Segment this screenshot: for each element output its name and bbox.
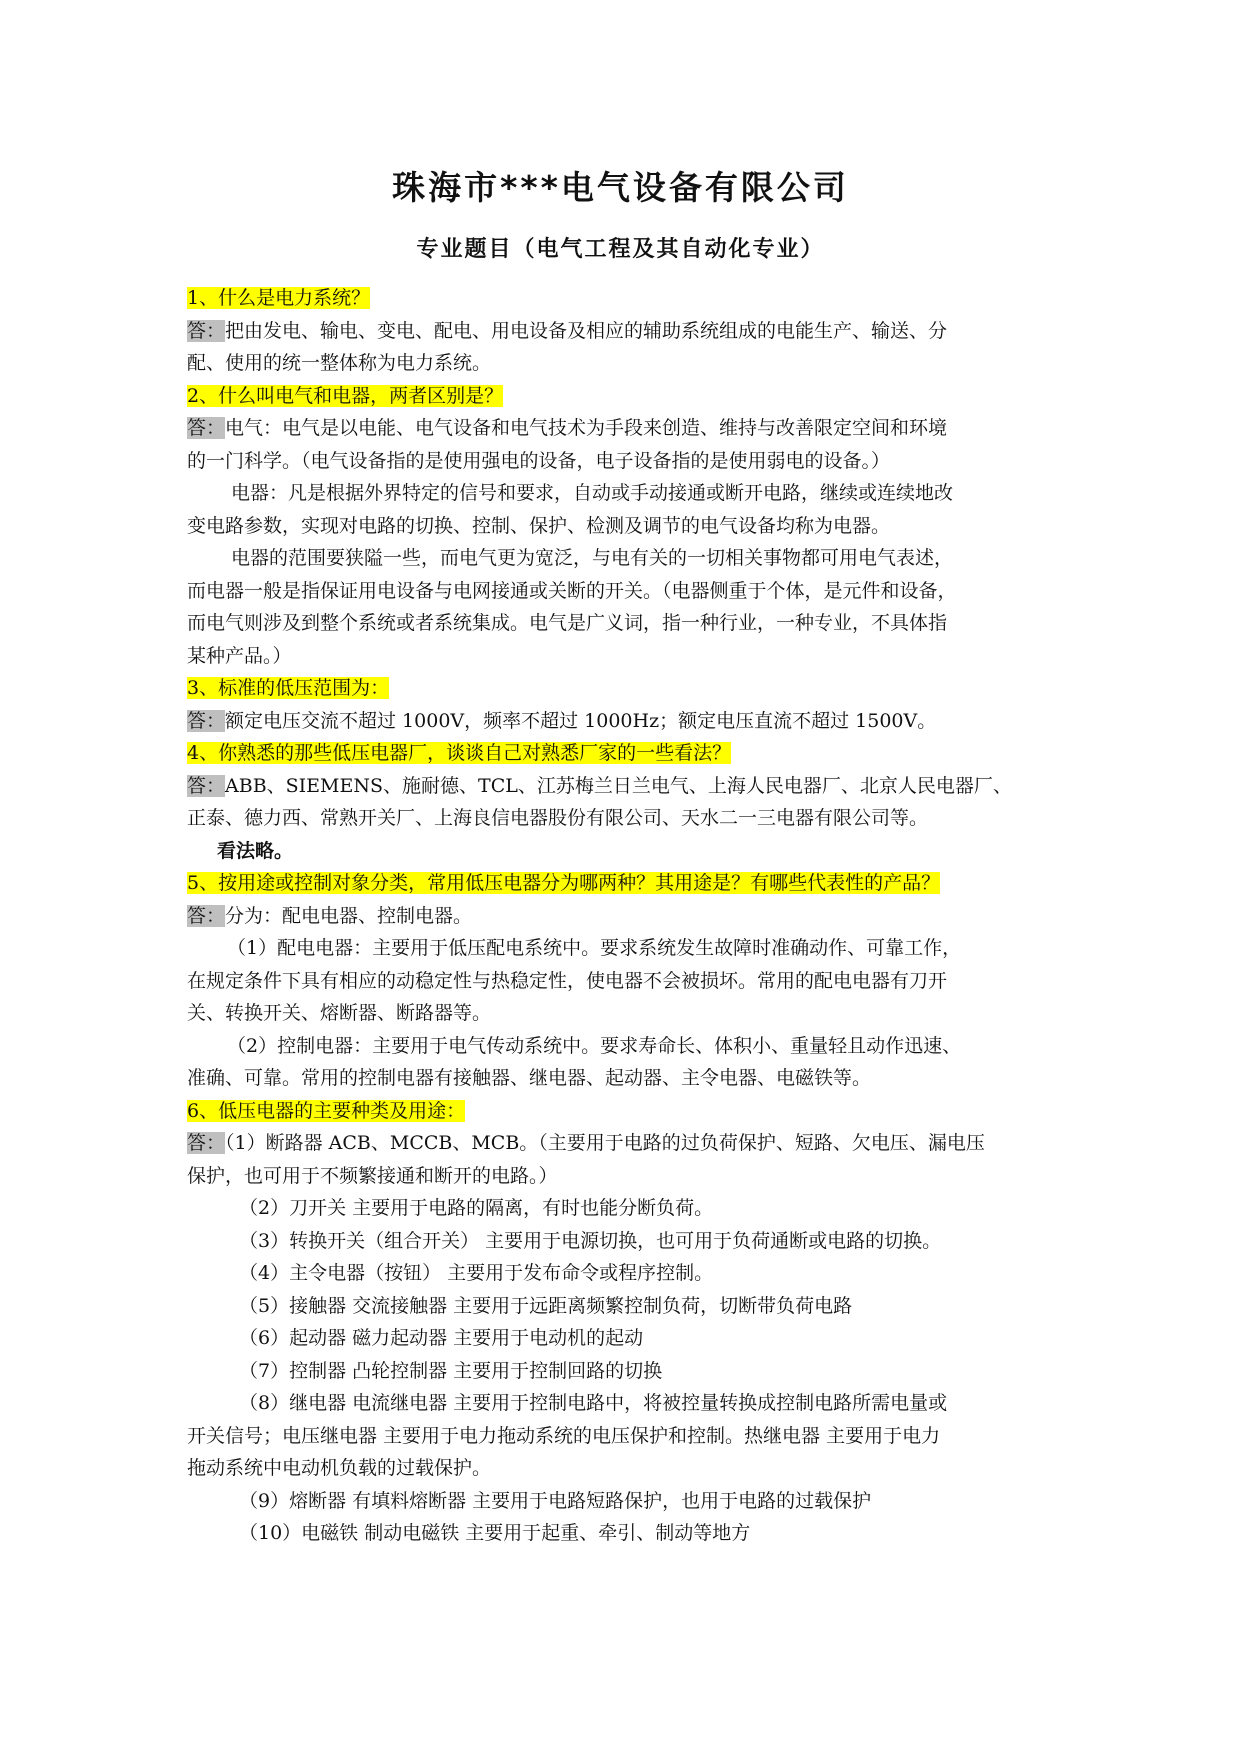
answer-tag: 答：	[187, 417, 226, 439]
question-highlight: 4、你熟悉的那些低压电器厂，谈谈自己对熟悉厂家的一些看法？	[187, 742, 732, 764]
paragraph-line: 而电气则涉及到整个系统或者系统集成。电气是广义词，指一种行业，一种专业，不具体指	[187, 612, 948, 634]
paragraph-line: （1）配电电器：主要用于低压配电系统中。要求系统发生故障时准确动作、可靠工作，	[227, 937, 962, 959]
answer-text: 分为：配电电器、控制电器。	[225, 904, 473, 927]
question-highlight: 6、低压电器的主要种类及用途：	[187, 1099, 466, 1122]
paragraph-line: 关、转换开关、熔断器、断路器等。	[187, 1002, 492, 1024]
paragraph-line: 电器：凡是根据外界特定的信号和要求，自动或手动接通或断开电路，继续或连续地改	[231, 482, 954, 504]
document-title: 珠海市***电气设备有限公司	[392, 168, 849, 207]
question-2	[187, 380, 1062, 413]
answer-line	[187, 412, 1062, 445]
answer-tag: 答：	[187, 1132, 226, 1154]
answer-line: 正泰、德力西、常熟开关厂、上海良信电器股份有限公司、天水二一三电器有限公司等。	[187, 807, 929, 829]
list-item: （7）控制器 凸轮控制器 主要用于控制回路的切换	[239, 1359, 663, 1382]
answer-line	[187, 770, 1062, 803]
paragraph-line: 某种产品。）	[187, 644, 292, 667]
paragraph-line: 电器的范围要狭隘一些，而电气更为宽泛，与电有关的一切相关事物都可用电气表述，	[231, 547, 954, 569]
answer-tag: 答：	[187, 319, 226, 342]
list-item: （4）主令电器（按钮） 主要用于发布命令或程序控制。	[239, 1262, 714, 1284]
list-item: （2）刀开关 主要用于电路的隔离，有时也能分断负荷。	[239, 1197, 714, 1219]
answer-line: 保护，也可用于不频繁接通和断开的电路。）	[187, 1164, 558, 1187]
question-highlight: 2、什么叫电气和电器，两者区别是？	[187, 384, 504, 407]
document-subtitle: 专业题目（电气工程及其自动化专业）	[416, 237, 825, 262]
question-highlight: 1、什么是电力系统？	[187, 287, 371, 309]
question-highlight: 5、按用途或控制对象分类，常用低压电器分为哪两种？其用途是？有哪些代表性的产品？	[187, 872, 941, 894]
answer-line	[187, 705, 1062, 738]
answer-line: 的一门科学。（电气设备指的是使用强电的设备，电子设备指的是使用弱电的设备。）	[187, 449, 891, 472]
question-4	[187, 737, 1062, 770]
list-item: （5）接触器 交流接触器 主要用于远距离频繁控制负荷，切断带负荷电路	[239, 1294, 853, 1317]
list-item: （10）电磁铁 制动电磁铁 主要用于起重、牵引、制动等地方	[239, 1522, 751, 1544]
answer-note: 看法略。	[217, 839, 294, 862]
paragraph-line: （2）控制电器：主要用于电气传动系统中。要求寿命长、体积小、重量轻且动作迅速、	[227, 1034, 962, 1057]
answer-line	[187, 1127, 1062, 1160]
list-item: （9）熔断器 有填料熔断器 主要用于电路短路保护，也用于电路的过载保护	[239, 1489, 872, 1512]
paragraph-line: 在规定条件下具有相应的动稳定性与热稳定性，使电器不会被损坏。常用的配电电器有刀开	[187, 969, 948, 992]
answer-line	[187, 900, 1062, 933]
list-item: （3）转换开关（组合开关） 主要用于电源切换，也可用于负荷通断或电路的切换。	[239, 1229, 942, 1252]
answer-tag: 答：	[187, 774, 226, 797]
list-item-continued: 开关信号；电压继电器 主要用于电力拖动系统的电压保护和控制。热继电器 主要用于电力	[187, 1424, 941, 1447]
list-item: （6）起动器 磁力起动器 主要用于电动机的起动	[239, 1327, 644, 1349]
question-6	[187, 1095, 1062, 1128]
question-3	[187, 672, 1062, 705]
question-1	[187, 282, 1062, 315]
document-body	[187, 282, 1062, 1550]
answer-text: ABB、SIEMENS、施耐德、TCL、江苏梅兰日兰电气、上海人民电器厂、北京人民电器厂、	[225, 774, 1012, 797]
question-5	[187, 867, 1062, 900]
answer-tag: 答：	[187, 904, 226, 927]
paragraph-line: 而电器一般是指保证用电设备与电网接通或关断的开关。（电器侧重于个体，是元件和设备，	[187, 579, 957, 602]
question-highlight: 3、标准的低压范围为：	[187, 677, 390, 699]
list-item: （8）继电器 电流继电器 主要用于控制电路中，将被控量转换成控制电路所需电量或	[239, 1392, 948, 1414]
paragraph-line: 准确、可靠。常用的控制电器有接触器、继电器、起动器、主令电器、电磁铁等。	[187, 1067, 872, 1089]
answer-line	[187, 315, 1062, 348]
answer-text: （1）断路器 ACB、MCCB、MCB。（主要用于电路的过负荷保护、短路、欠电压、漏电压	[225, 1132, 985, 1154]
paragraph-line: 变电路参数，实现对电路的切换、控制、保护、检测及调节的电气设备均称为电器。	[187, 514, 891, 537]
answer-tag: 答：	[187, 709, 226, 732]
answer-text: 电气：电气是以电能、电气设备和电气技术为手段来创造、维持与改善限定空间和环境	[225, 417, 948, 439]
answer-text: 额定电压交流不超过 1000V，频率不超过 1000Hz；额定电压直流不超过 1500V。	[225, 709, 937, 732]
list-item-continued: 拖动系统中电动机负载的过载保护。	[187, 1457, 492, 1479]
answer-line: 配、使用的统一整体称为电力系统。	[187, 352, 492, 374]
answer-text: 把由发电、输电、变电、配电、用电设备及相应的辅助系统组成的电能生产、输送、分	[225, 319, 948, 342]
